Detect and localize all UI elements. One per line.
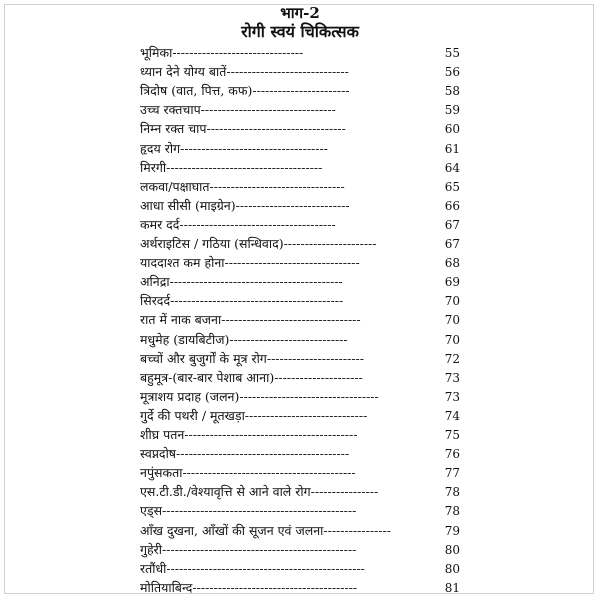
toc-entry-page-number: 58 [444,84,460,99]
toc-entry-label: अर्थराइटिस / गठिया (सन्धिवाद)---------------------- [140,236,377,251]
toc-entry-label: रात में नाक बजना--------------------------------- [140,312,361,328]
toc-entry-label: रतौंधी----------------------------------------------- [140,560,365,576]
toc-entry [140,578,460,598]
toc-entry [140,559,460,579]
toc-entry-page-number: 78 [444,504,460,519]
toc-entry-label: नपुंसकता----------------------------------------- [140,465,356,481]
toc-entry-label: मिरगी------------------------------------- [140,159,323,175]
toc-entry [140,139,460,159]
page-title: रोगी स्वयं चिकित्सक [241,22,359,41]
toc-entry-label: सिरदर्द----------------------------------------- [140,293,344,309]
toc-entry-label: बहुमूत्र-(बार-बार पेशाब आना)--------------------- [140,369,363,385]
toc-entry [140,81,460,101]
toc-entry-page-number: 74 [444,408,460,423]
toc-entry [140,177,460,197]
toc-entry-label: कमर दर्द------------------------------------- [140,216,336,232]
toc-entry-page-number: 73 [444,370,460,385]
toc-entry-label: मूत्राशय प्रदाह (जलन)--------------------------------- [140,388,379,404]
toc-entry [140,119,460,139]
toc-entry-page-number: 60 [444,122,460,137]
toc-entry [140,425,460,445]
toc-entry-page-number: 76 [444,447,460,462]
toc-entry [140,540,460,560]
toc-entry-page-number: 70 [444,294,460,309]
toc-entry-label: उच्च रक्तचाप-------------------------------- [140,102,336,118]
toc-entry [140,100,460,120]
toc-entry-label: त्रिदोष (वात, पित्त, कफ)----------------------- [140,83,350,99]
toc-entry-label: याददाश्त कम होना-------------------------------- [140,255,360,271]
toc-entry [140,253,460,273]
toc-entry-page-number: 78 [444,485,460,500]
toc-entry-label: एड्स---------------------------------------------- [140,503,357,519]
toc-entry [140,463,460,483]
toc-entry [140,215,460,235]
toc-entry-page-number: 77 [444,466,460,481]
toc-entry-page-number: 61 [444,141,460,156]
toc-entry-label: गुहेरी---------------------------------------------- [140,541,357,557]
toc-entry-label: आँख दुखना, आँखों की सूजन एवं जलना---------------- [140,522,391,538]
toc-entry-page-number: 67 [444,237,460,251]
toc-entry-label: निम्न रक्त चाप--------------------------------- [140,121,346,137]
toc-entry-label: भूमिका------------------------------- [140,45,304,60]
toc-entry-page-number: 73 [444,389,460,404]
toc-entry-label: अनिद्रा----------------------------------------- [140,274,343,290]
toc-entry-label: लकवा/पक्षाघात-------------------------------- [140,178,345,194]
toc-entry-page-number: 64 [444,160,460,175]
toc-entry [140,406,460,426]
toc-entry-page-number: 59 [444,103,460,118]
toc-entry-page-number: 80 [444,542,460,557]
toc-entry [140,291,460,311]
toc-entry-page-number: 67 [444,217,460,232]
toc-entry-page-number: 70 [444,313,460,328]
toc-entry [140,234,460,254]
toc-entry-label: हृदय रोग----------------------------------- [140,140,328,156]
toc-entry [140,272,460,292]
toc-entry-label: एस.टी.डी./वेश्यावृत्ति से आने वाले रोग---------------- [140,484,379,500]
toc-entry-page-number: 75 [444,428,460,442]
toc-entry-page-number: 69 [444,275,460,290]
toc-entry-label: बच्चों और बुजुर्गों के मूत्र रोग----------------------- [140,350,364,366]
toc-entry-label: मोतियाबिन्द--------------------------------------- [140,579,358,595]
toc-entry [140,482,460,502]
toc-entry-page-number: 80 [444,561,460,576]
toc-entry-page-number: 56 [444,65,460,80]
toc-entry [140,368,460,388]
toc-entry [140,158,460,178]
toc-entry [140,43,460,63]
toc-entry [140,330,460,350]
toc-entry [140,349,460,369]
toc-entry [140,310,460,330]
toc-entry-label: शीघ्र पतन----------------------------------------- [140,427,358,442]
toc-entry-page-number: 70 [444,332,460,347]
toc-entry-label: आधा सीसी (माइग्रेन)--------------------------- [140,197,350,213]
toc-entry [140,196,460,216]
toc-entry-page-number: 79 [444,523,460,538]
toc-entry [140,521,460,541]
toc-entry [140,62,460,82]
toc-entry-page-number: 55 [444,46,460,60]
part-heading: भाग-2 [280,4,320,22]
toc-entry-label: गुर्दे की पथरी / मूतखड़ा----------------------------- [140,407,368,423]
toc-entry [140,501,460,521]
toc-entry-page-number: 72 [444,351,460,366]
toc-entry-label: ध्यान देने योग्य बातें----------------------------- [140,64,349,80]
toc-entry [140,387,460,407]
toc-entry-label: स्वप्नदोष----------------------------------------- [140,446,350,462]
toc-entry-label: मधुमेह (डायबिटीज)---------------------------- [140,331,348,347]
toc-entry-page-number: 81 [444,580,460,595]
toc-entry-page-number: 65 [444,179,460,194]
toc-entry-page-number: 68 [444,256,460,271]
toc-entry [140,444,460,464]
toc-entry-page-number: 66 [444,198,460,213]
